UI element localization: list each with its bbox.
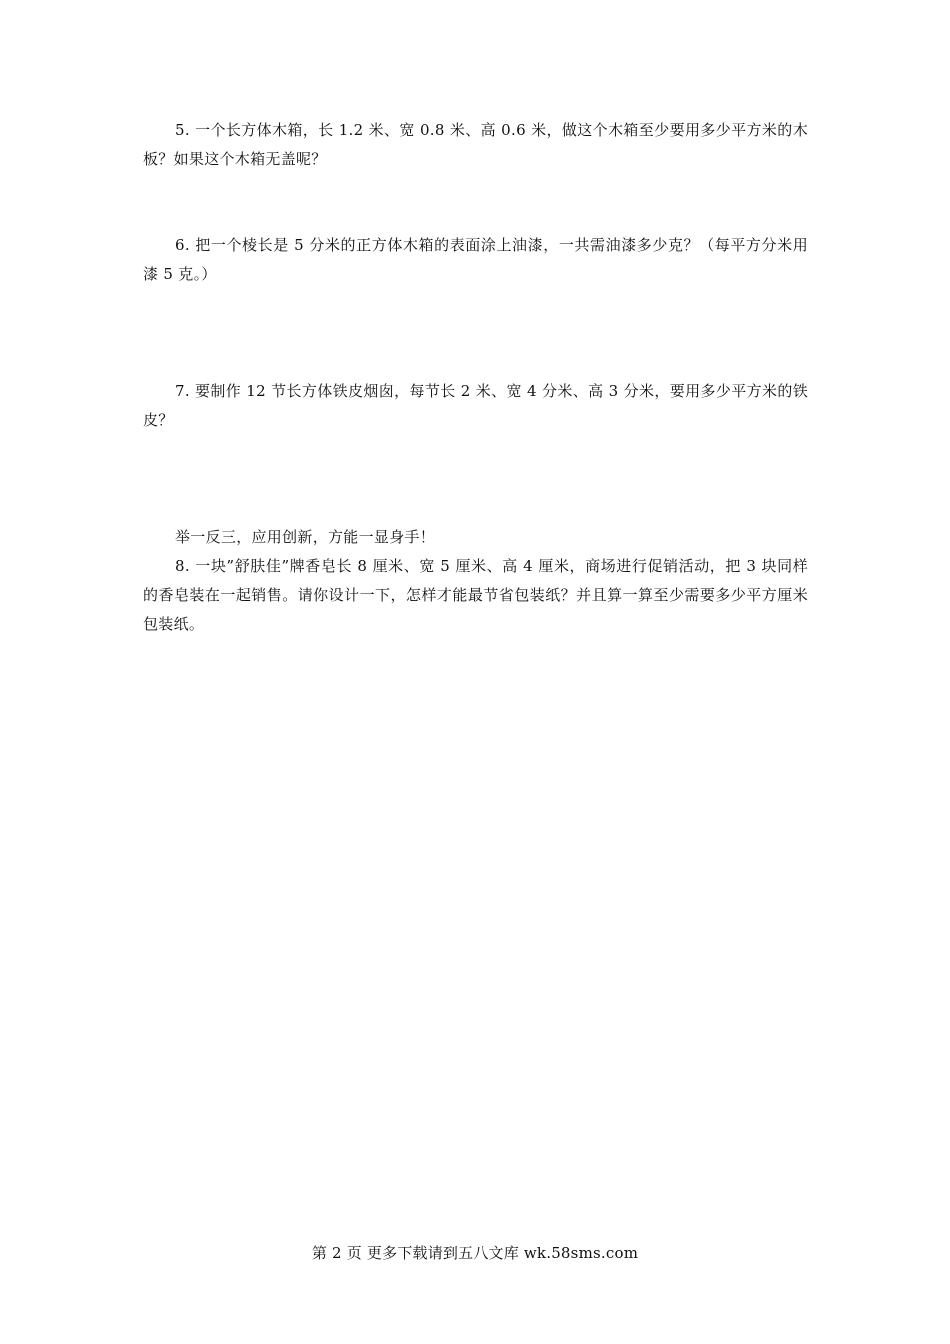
question-6: 6. 把一个棱长是 5 分米的正方体木箱的表面涂上油漆，一共需油漆多少克？（每平方分米用漆 5 克。）	[143, 236, 808, 283]
worksheet-content	[143, 116, 808, 639]
question-8: 8. 一块”舒肤佳”牌香皂长 8 厘米、宽 5 厘米、高 4 厘米，商场进行促销活动，把 3 块同样的香皂装在一起销售。请你设计一下，怎样才能最节省包装纸？并且算一算至少需要多少平方厘米包装纸。	[143, 557, 808, 633]
section-heading: 举一反三，应用创新，方能一显身手！	[175, 528, 436, 546]
page-footer: 第 2 页 更多下载请到五八文库 wk.58sms.com	[311, 1244, 639, 1262]
question-7: 7. 要制作 12 节长方体铁皮烟囱，每节长 2 米、宽 4 分米、高 3 分米，要用多少平方米的铁皮？	[143, 382, 808, 429]
answer-space-7	[143, 435, 808, 523]
question-5: 5. 一个长方体木箱，长 1.2 米、宽 0.8 米、高 0.6 米，做这个木箱至少要用多少平方米的木板？如果这个木箱无盖呢？	[143, 121, 808, 168]
answer-space-5	[143, 174, 808, 231]
answer-space-6	[143, 289, 808, 377]
